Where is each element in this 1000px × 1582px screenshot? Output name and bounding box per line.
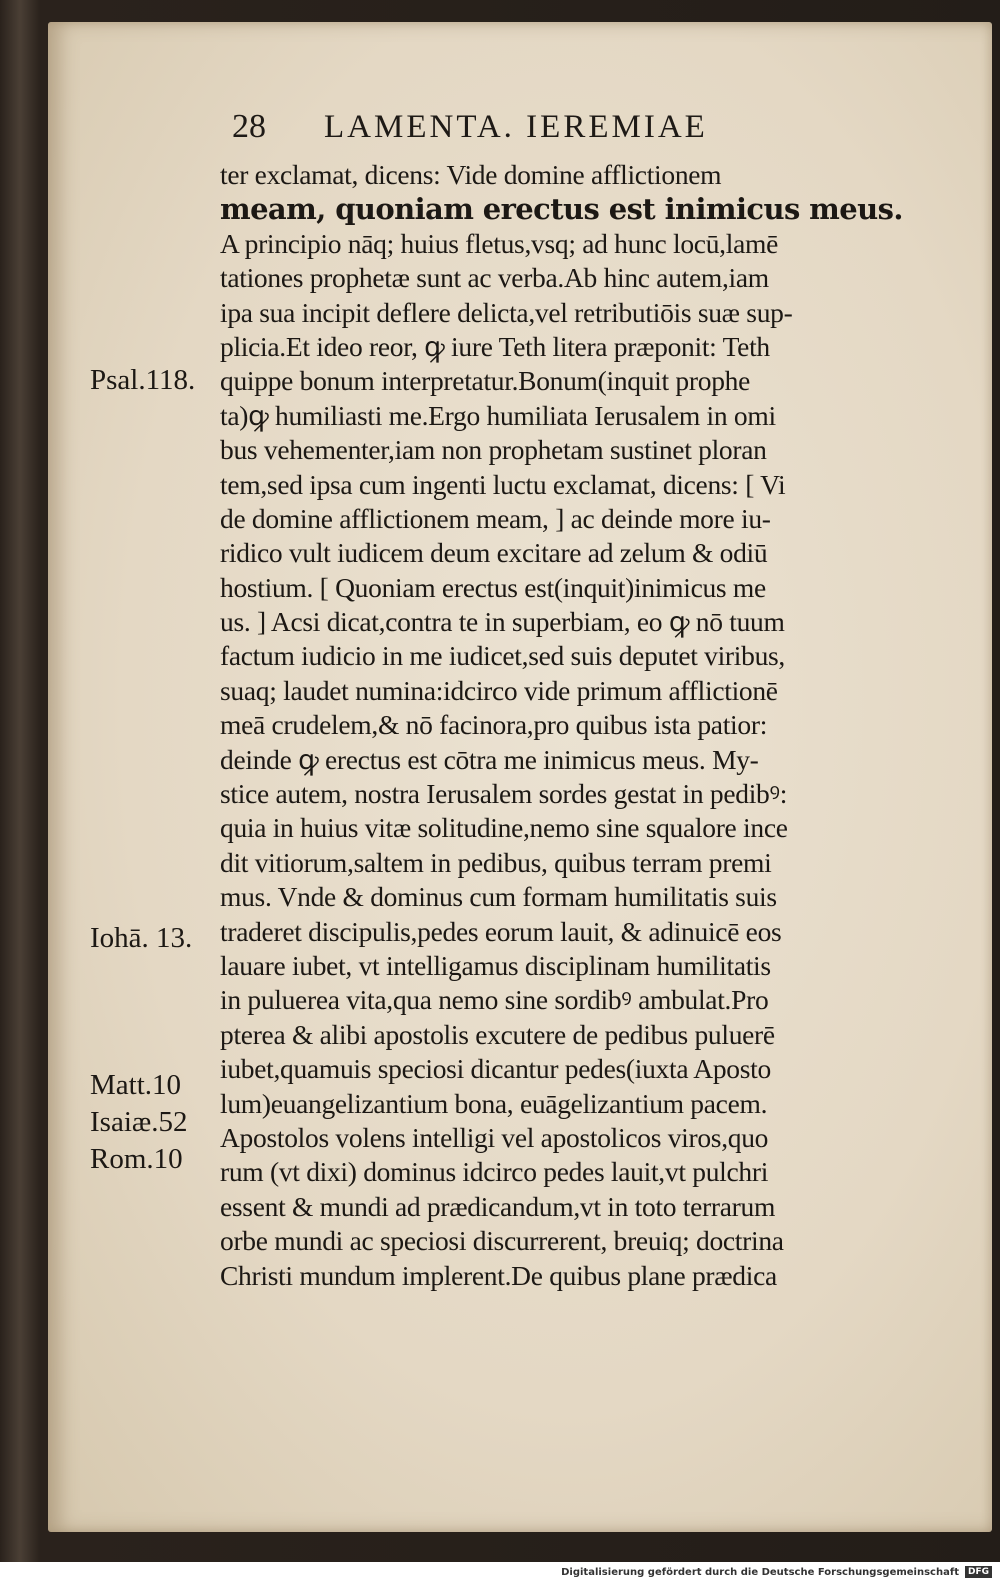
text-line-29: Apostolos volens intelligi vel apostolicos viros,quo xyxy=(220,1121,769,1153)
text-line-22: mus. Vnde & dominus cum formam humilitatis suis xyxy=(220,881,777,913)
running-head xyxy=(232,108,842,152)
text-line-11: de domine afflictionem meam, ] ac deinde more iu- xyxy=(220,502,771,534)
margin-note-john: Iohā. 13. xyxy=(90,922,193,954)
text-line-32: orbe mundi ac speciosi discurrerent, breuiq; doctrina xyxy=(220,1225,784,1257)
text-line-20: quia in huius vitæ solitudine,nemo sine squalore ince xyxy=(220,812,788,844)
margin-note-psalm: Psal.118. xyxy=(90,364,196,396)
text-line-10: tem,sed ipsa cum ingenti luctu exclamat, dicens: [ Vi xyxy=(220,468,786,500)
text-line-19: stice autem, nostra Ierusalem sordes gestat in pedibꝰ: xyxy=(220,778,788,810)
text-line-1: ter exclamat, dicens: Vide domine afflictionem xyxy=(220,159,722,190)
text-line-13: hostium. [ Quoniam erectus est(inquit)inimicus me xyxy=(220,571,766,603)
text-line-25: in puluerea vita,qua nemo sine sordibꝰ ambulat.Pro xyxy=(220,984,769,1016)
text-line-4: tationes prophetæ sunt ac verba.Ab hinc autem,iam xyxy=(220,262,769,294)
text-line-8: ta)ꝙ humiliasti me.Ergo humiliata Ierusalem in omi xyxy=(220,399,776,431)
body-text xyxy=(220,158,920,1293)
text-line-5: ipa sua incipit deflere delicta,vel retributiōis suæ sup- xyxy=(220,296,793,328)
margin-note-romans: Rom.10 xyxy=(90,1143,183,1175)
text-line-15: factum iudicio in me iudicet,sed suis deputet viribus, xyxy=(220,640,786,672)
text-line-30: rum (vt dixi) dominus idcirco pedes lauit,vt pulchri xyxy=(220,1156,769,1188)
text-line-24: lauare iubet, vt intelligamus disciplinam humilitatis xyxy=(220,949,771,981)
text-line-12: ridico vult iudicem deum excitare ad zelum & odiū xyxy=(220,537,768,569)
margin-note-matthew: Matt.10 xyxy=(90,1069,182,1101)
footer-bar xyxy=(0,1562,1000,1582)
text-line-18: deinde ꝙ erectus est cōtra me inimicus meus. My- xyxy=(220,743,759,775)
text-line-23: traderet discipulis,pedes eorum lauit, & adinuicē eos xyxy=(220,915,782,947)
text-line-26: pterea & alibi apostolis excutere de pedibus puluerē xyxy=(220,1018,775,1050)
text-line-6: plicia.Et ideo reor, ꝙ iure Teth litera præponit: Teth xyxy=(220,330,770,362)
dfg-logo: DFG xyxy=(965,1566,992,1578)
text-line-28: lum)euangelizantium bona, euāgelizantium pacem. xyxy=(220,1087,768,1119)
text-line-17: meā crudelem,& nō facinora,pro quibus ista patior: xyxy=(220,709,768,741)
text-line-9: bus vehementer,iam non prophetam sustinet ploran xyxy=(220,434,767,466)
funding-credit: Digitalisierung gefördert durch die Deutsche Forschungsgemeinschaft xyxy=(561,1566,959,1578)
text-line-21: dit vitiorum,saltem in pedibus, quibus terram premi xyxy=(220,846,772,878)
page-number: 28 xyxy=(232,108,266,145)
running-title: LAMENTA. IEREMIAE xyxy=(324,109,708,145)
text-line-33: Christi mundum implerent.De quibus plane prædica xyxy=(220,1259,777,1291)
text-line-2: meam, quoniam erectus est inimicus meus. xyxy=(220,192,903,227)
text-line-3: A principio nāq; huius fletus,vsq; ad hunc locū,lamē xyxy=(220,227,778,259)
text-line-7: quippe bonum interpretatur.Bonum(inquit prophe xyxy=(220,365,750,397)
text-line-27: iubet,quamuis speciosi dicantur pedes(iuxta Aposto xyxy=(220,1053,771,1085)
text-line-14: us. ] Acsi dicat,contra te in superbiam, eo ꝙ nō tuum xyxy=(220,606,785,638)
text-line-31: essent & mundi ad prædicandum,vt in toto terrarum xyxy=(220,1190,776,1222)
text-line-16: suaq; laudet numina:idcirco vide primum afflictionē xyxy=(220,674,778,706)
margin-note-isaiah: Isaiæ.52 xyxy=(90,1106,188,1138)
